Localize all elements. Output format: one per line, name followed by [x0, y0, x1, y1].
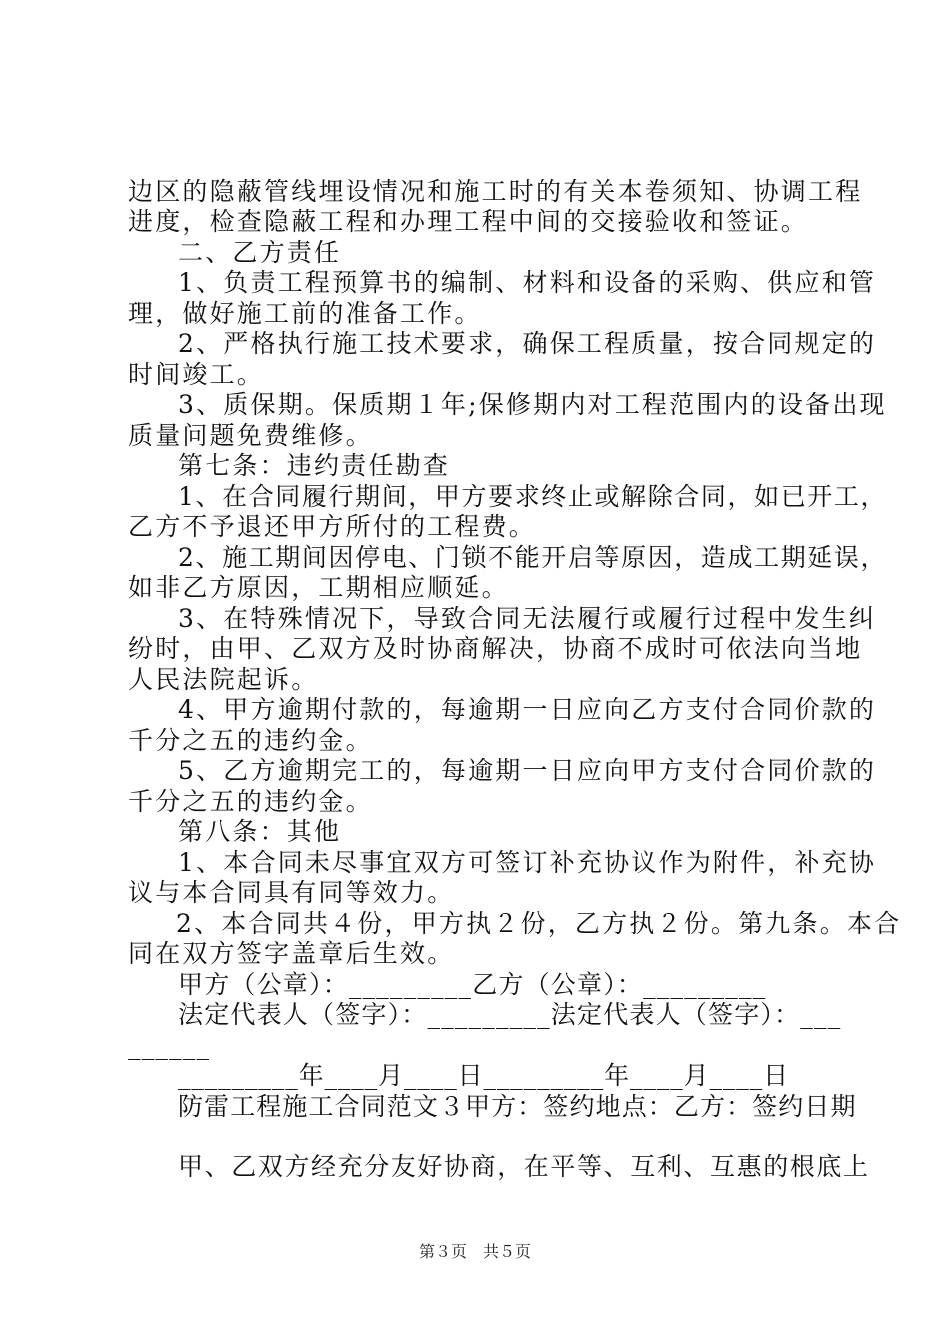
section-heading: 二、乙方责任: [178, 238, 342, 267]
text-line: 1、负责工程预算书的编制、材料和设备的采购、供应和管: [178, 268, 877, 297]
text-line: 进度，检查隐蔽工程和办理工程中间的交接验收和签证。: [128, 207, 809, 236]
text-line: 乙方不予退还甲方所付的工程费。: [128, 512, 537, 541]
page-footer: 第３页 共５页: [418, 1242, 531, 1261]
text-line: 人民法院起诉。: [128, 665, 319, 694]
text-line: 3、质保期。保质期１年;保修期内对工程范围内的设备出现: [178, 390, 887, 419]
text-line: 千分之五的违约金。: [128, 726, 373, 755]
text-line: 纷时，由甲、乙双方及时协商解决，协商不成时可依法向当地: [128, 634, 863, 663]
text-line: 2、本合同共４份，甲方执２份，乙方执２份。第九条。本合: [176, 909, 902, 938]
date-line: _________年____月____日_________年____月____日: [178, 1061, 790, 1090]
signature-line-representative: 法定代表人（签字）：_________法定代表人（签字）：___: [178, 1000, 842, 1029]
section-heading: 第八条：其他: [178, 817, 342, 846]
section-heading: 第七条：违约责任勘查: [178, 451, 451, 480]
text-line: 理，做好施工前的准备工作。: [128, 299, 482, 328]
text-line: 1、本合同未尽事宜双方可签订补充协议作为附件，补充协: [178, 848, 877, 877]
contract-title-line: 防雷工程施工合同范文３甲方：签约地点：乙方：签约日期: [178, 1092, 857, 1121]
text-line: 边区的隐蔽管线埋设情况和施工时的有关本卷须知、协调工程: [128, 177, 863, 206]
text-line: 同在双方签字盖章后生效。: [128, 939, 455, 968]
text-line: 3、在特殊情况下，导致合同无法履行或履行过程中发生纠: [178, 604, 877, 633]
text-line: 千分之五的违约金。: [128, 787, 373, 816]
text-line: 2、施工期间因停电、门锁不能开启等原因，造成工期延误，: [178, 543, 888, 572]
text-line: 质量问题免费维修。: [128, 421, 373, 450]
signature-line-continuation: ______: [128, 1031, 211, 1060]
signature-line-party-seal: 甲方（公章）：_________乙方（公章）：_________: [178, 970, 767, 999]
text-line: 4、甲方逾期付款的，每逾期一日应向乙方支付合同价款的: [178, 695, 877, 724]
text-line: 如非乙方原因，工期相应顺延。: [128, 573, 509, 602]
text-line: 5、乙方逾期完工的，每逾期一日应向甲方支付合同价款的: [178, 756, 877, 785]
text-line: 2、严格执行施工技术要求，确保工程质量，按合同规定的: [178, 329, 877, 358]
text-line: 1、在合同履行期间，甲方要求终止或解除合同，如已开工，: [178, 482, 888, 511]
text-line: 时间竣工。: [128, 360, 265, 389]
text-line: 议与本合同具有同等效力。: [128, 878, 455, 907]
text-line: 甲、乙双方经充分友好协商，在平等、互利、互惠的根底上: [178, 1152, 870, 1181]
